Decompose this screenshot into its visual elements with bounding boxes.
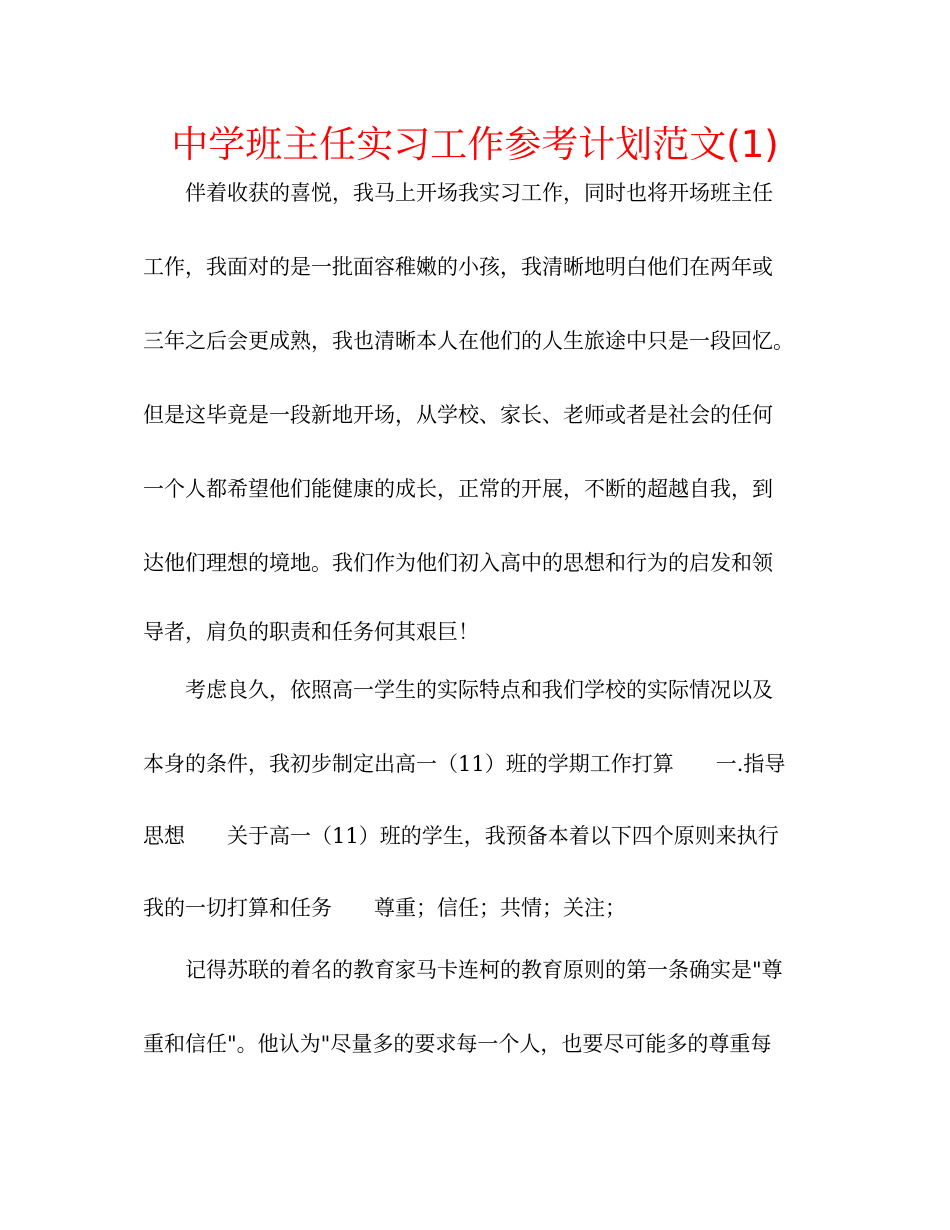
paragraph-line: 重和信任"。他认为"尽量多的要求每一个人，也要尽可能多的尊重每 bbox=[143, 1032, 772, 1056]
paragraph-line: 工作，我面对的是一批面容稚嫩的小孩，我清晰地明白他们在两年或 bbox=[143, 255, 773, 279]
paragraph-line: 本身的条件，我初步制定出高一（11）班的学期工作打算 一.指导 bbox=[143, 752, 786, 776]
paragraph-line: 但是这毕竟是一段新地开场，从学校、家长、老师或者是社会的任何 bbox=[143, 403, 773, 427]
paragraph-line: 我的一切打算和任务 尊重；信任；共情；关注； bbox=[143, 896, 626, 920]
paragraph-line: 考虑良久，依照高一学生的实际特点和我们学校的实际情况以及 bbox=[185, 678, 773, 702]
paragraph-line: 导者，肩负的职责和任务何其艰巨！ bbox=[143, 620, 479, 644]
paragraph-line: 记得苏联的着名的教育家马卡连柯的教育原则的第一条确实是"尊 bbox=[185, 958, 783, 982]
paragraph-line: 一个人都希望他们能健康的成长，正常的开展，不断的超越自我，到 bbox=[143, 477, 773, 501]
paragraph-line: 思想 关于高一（11）班的学生，我预备本着以下四个原则来执行 bbox=[143, 824, 779, 848]
paragraph-line: 三年之后会更成熟，我也清晰本人在他们的人生旅途中只是一段回忆。 bbox=[143, 329, 794, 353]
document-title: 中学班主任实习工作参考计划范文(1) bbox=[171, 123, 779, 166]
paragraph-line: 伴着收获的喜悦，我马上开场我实习工作，同时也将开场班主任 bbox=[185, 181, 773, 205]
paragraph-line: 达他们理想的境地。我们作为他们初入高中的思想和行为的启发和领 bbox=[143, 551, 773, 575]
